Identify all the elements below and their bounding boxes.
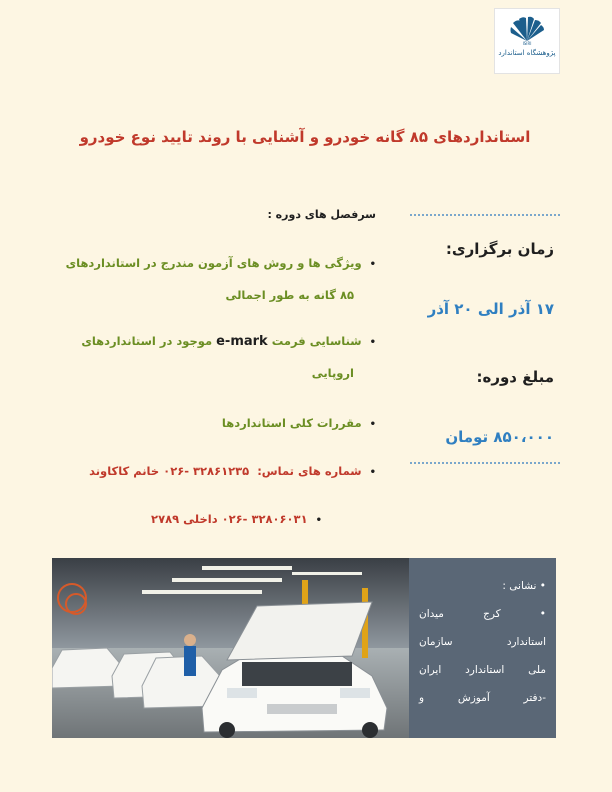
address-line: • کرج میدان [419,608,546,620]
logo-subtitle: ISIRI [522,41,532,46]
bullet-icon: • [369,467,376,478]
page-title: استانداردهای ۸۵ گانه خودرو و آشنایی با روند تایید نوع خودرو [79,128,531,146]
contact-item [0,504,322,536]
separator [410,462,560,464]
topic-item [46,326,376,388]
topic-text: ۸۵ گانه به طور اجمالی [225,288,354,302]
institute-logo-icon [507,15,547,43]
separator [410,214,560,216]
address-box [409,558,556,738]
topic-text: موجود در استانداردهای [81,334,217,348]
topics-heading: سرفصل های دوره : [267,208,376,221]
contact-phone-1: ۳۲۸۶۱۲۳۵ -۰۲۶ خانم کاکاوند [89,464,250,478]
bullet-icon: • [315,515,322,526]
topic-text: ویژگی ها و روش های آزمون مندرج در استانداردهای [65,256,362,270]
schedule-value: ۱۷ آذر الی ۲۰ آذر [427,300,554,318]
topic-item [46,248,376,310]
bullet-icon: • [369,337,376,348]
topic-text: مقررات کلی استانداردها [221,416,362,430]
topic-text: شناسایی فرمت [267,334,362,348]
topic-item [46,408,376,440]
institute-logo [494,8,560,74]
bullet-icon: • [369,259,376,270]
logo-name: پژوهشگاه استاندارد [498,49,556,57]
schedule-label: زمان برگزاری: [445,240,554,258]
car-assembly-line-photo [52,558,409,738]
price-label: مبلغ دوره: [476,368,554,386]
contact-phone-2: ۳۲۸۰۶۰۳۱ -۰۲۶ داخلی ۲۷۸۹ [151,512,308,526]
address-line: ملی استاندارد ایران [419,664,546,676]
contact-item [46,456,376,488]
emark-text: e-mark [216,334,268,349]
topic-text: اروپایی [311,366,354,380]
car-factory-illustration [52,558,409,738]
address-line: استاندارد سازمان [419,636,546,648]
bullet-icon: • [369,419,376,430]
contact-label: شماره های تماس: [257,464,362,478]
address-line: -دفتر آموزش و [419,692,546,704]
price-value: ۸۵۰،۰۰۰ تومان [445,428,554,446]
address-heading: • نشانی : [502,580,546,592]
